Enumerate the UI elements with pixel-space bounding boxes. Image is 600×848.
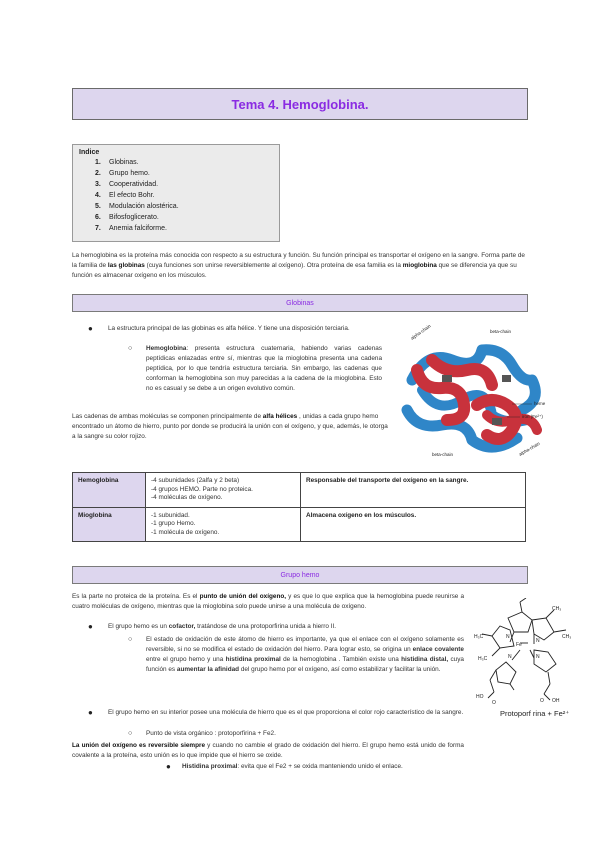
bullet-circle-icon: ○ <box>128 730 133 737</box>
text: : evita que el Fe2 + se oxida manteniendo unido el enlace. <box>237 763 403 770</box>
paragraph-text: y es que lo que explica que la hemoglobina puede reunirse a cuatro moléculas de oxígeno, mientras que la mioglobina solo puede unirse a una molécula de oxígeno. <box>72 593 465 611</box>
index-number: 2. <box>95 170 101 177</box>
detail-line: -1 subunidad. <box>151 511 190 519</box>
paragraph-bold: La unión del oxígeno es reversible siempre <box>72 742 206 749</box>
sub-bullet-body: : presenta estructura cuaternaria, habiendo varias cadenas peptídicas enlazadas entre sí, mientras que la mioglobina presenta una cadena peptídica, por lo que tendría estructura terciaria. Sin embargo, las cadenas que conforman la hemoglobina son muy parecidas a la cadena de la mioglobina. Esto no es casual y se debe a un origen evolutivo común. <box>146 345 382 392</box>
index-label: Anemia falciforme. <box>109 225 167 232</box>
index-number: 1. <box>95 159 101 166</box>
sub-bullet-text <box>146 344 382 394</box>
table-cell-name: Mioglobina <box>73 507 146 542</box>
bold-histidina-distal: histidina distal, <box>401 656 449 663</box>
helix-ribbons <box>407 350 537 447</box>
table-cell-details <box>146 507 301 542</box>
table-row <box>73 473 526 508</box>
intro-text: (cuya funciones son unirse reversiblemente al oxígeno). Otra proteína de esa familia es la <box>144 262 403 270</box>
index-label: Modulación alostérica. <box>109 203 179 210</box>
bold-cofactor: cofactor, <box>168 623 196 630</box>
bold-enlace: enlace covalente <box>412 646 464 653</box>
intro-bold-globinas: las globinas <box>107 262 145 270</box>
section-title: Globinas <box>286 299 314 307</box>
paragraph-bold: punto de unión del oxígeno, <box>199 593 287 600</box>
bold-histidina: Histidina proximal <box>182 763 238 770</box>
hemo-sub-bullet <box>128 635 464 675</box>
text: del grupo hemo por el oxígeno, así como estabilizar y facilitar la unión. <box>239 666 441 673</box>
paragraph-text: Es la parte no proteica de la proteína. Es el <box>72 593 200 600</box>
label-beta-bottom: beta-chain <box>432 452 454 457</box>
index-number: 3. <box>95 181 101 188</box>
label-n: N <box>508 654 512 660</box>
table-cell-function: Almacena oxígeno en los músculos. <box>301 507 526 542</box>
paragraph-text: y cuando no cambie el grado de oxidación del hierro. El grupo hemo está unido de forma covalente a la proteína, esto unión es lo que impide que el hierro se oxide. <box>72 742 464 760</box>
label-beta-top: beta-chain <box>490 329 512 334</box>
label-alpha-bottom: alpha-chain <box>518 440 541 457</box>
intro-text: La hemoglobina es la proteína más conocida con respecto a su estructura y función. Su función principal es transportar el oxígeno en la sangre. Forma parte de la familia de <box>72 252 525 270</box>
table-cell-details <box>146 473 301 508</box>
bullet-dot-icon: ● <box>88 324 93 333</box>
label-ch3: CH₃ <box>562 634 572 640</box>
index-number: 6. <box>95 214 101 221</box>
label-oh: OH <box>552 698 560 704</box>
section-header-grupo-hemo <box>72 566 528 584</box>
label-alpha-left: alpha-chain <box>409 323 432 341</box>
text: tratándose de una protoporfirina unida a hierro II. <box>195 623 337 630</box>
sub-bullet-bold: Hemoglobina <box>146 345 187 352</box>
bullet-dot-icon: ● <box>88 622 93 631</box>
hemo-sub-bullet-2 <box>128 729 464 739</box>
intro-bold-mioglobina: mioglobina <box>402 262 437 270</box>
sub-bullet-text: Punto de vista orgánico : protoporfirina + Fe2. <box>146 730 276 737</box>
intro-text: que se diferencia ya que su función es almacenar oxígeno en los músculos. <box>72 262 517 280</box>
page-title: Tema 4. Hemoglobina. <box>231 96 369 112</box>
label-n: N <box>506 634 510 640</box>
detail-line: -4 moléculas de oxígeno. <box>151 494 223 501</box>
index-number: 4. <box>95 192 101 199</box>
index-item[interactable] <box>95 179 273 190</box>
label-o: O <box>492 700 496 706</box>
bullet-circle-icon: ○ <box>128 345 133 352</box>
bullet-dot-icon: ● <box>166 762 171 771</box>
text: entre el grupo hemo y una <box>146 656 226 663</box>
label-n: N <box>536 654 540 660</box>
bullet-text: La estructura principal de las globinas es alfa hélice. Y tiene una disposición terciaria. <box>108 325 350 332</box>
molecule-skeleton <box>482 598 566 700</box>
bullet-circle-icon: ○ <box>128 636 133 643</box>
label-fe: Fe <box>516 642 522 648</box>
globinas-sub-bullet <box>128 344 382 394</box>
label-o: O <box>540 698 544 704</box>
index-item[interactable] <box>95 223 273 234</box>
hemo-paragraph-1 <box>72 592 464 612</box>
page-title-box <box>72 88 528 120</box>
table-row <box>73 507 526 542</box>
globinas-bullet-1 <box>88 324 380 334</box>
index-heading: Indice <box>79 149 100 156</box>
figure-caption: Protoporf rina + Fe²⁺ <box>500 709 570 718</box>
text: cuya función es <box>146 656 464 673</box>
label-h3c: H₃C <box>478 656 488 662</box>
index-box <box>72 144 280 242</box>
section-title: Grupo hemo <box>280 571 320 579</box>
index-item[interactable] <box>95 212 273 223</box>
label-ch3: CH₃ <box>552 606 562 612</box>
table-cell-function: Responsable del transporte del oxígeno en la sangre. <box>301 473 526 508</box>
index-number: 7. <box>95 225 101 232</box>
label-iron: iron (Fe²⁺) <box>522 414 543 419</box>
paragraph-text: Las cadenas de ambas moléculas se componen principalmente de <box>72 413 263 420</box>
protoporphyrin-figure <box>470 598 580 720</box>
index-item[interactable] <box>95 201 273 212</box>
hemo-bullet-3 <box>166 762 466 772</box>
molecule-labels <box>474 606 571 706</box>
hemo-bullet-1 <box>88 622 464 632</box>
hemoglobin-structure-figure <box>392 320 552 462</box>
index-item[interactable] <box>95 168 273 179</box>
index-item[interactable] <box>95 157 273 168</box>
index-label: Globinas. <box>109 159 139 166</box>
bullet-text: El grupo hemo en su interior posee una molécula de hierro que es el que proporciona el color rojo característico de la sangre. <box>108 709 464 716</box>
index-label: El efecto Bohr. <box>109 192 155 199</box>
index-list <box>79 157 273 234</box>
index-item[interactable] <box>95 190 273 201</box>
index-label: Bifosfoglicerato. <box>109 214 159 221</box>
label-h3c: H₃C <box>474 634 484 640</box>
detail-line: -1 grupo Hemo. <box>151 520 196 527</box>
table-cell-name: Hemoglobina <box>73 473 146 508</box>
label-heme: heme <box>534 401 546 406</box>
paragraph-text: , unidas a cada grupo hemo encontrado un átomo de hierro, punto por donde se producirá la unión con el oxígeno, y que, además, le otorga a la sangre su color rojizo. <box>72 413 388 441</box>
bullet-dot-icon: ● <box>88 708 93 717</box>
bullet-text <box>108 622 464 632</box>
intro-paragraph <box>72 251 528 282</box>
paragraph-bold: alfa hélices <box>262 413 298 420</box>
text: de la hemoglobina . También existe una <box>280 656 402 663</box>
globinas-paragraph <box>72 412 390 443</box>
detail-line: -1 molécula de oxígeno. <box>151 528 220 536</box>
comparison-table <box>72 472 526 542</box>
hemo-bullet-2 <box>88 708 464 718</box>
bullet-text <box>182 762 466 772</box>
index-number: 5. <box>95 203 101 210</box>
text: El estado de oxidación de este átomo de hierro es importante, ya que el enlace con el oxígeno solamente es reversible, si no se modifica el estado de oxidación del hierro. Para lograr esto, se origina un <box>146 636 464 653</box>
section-header-globinas <box>72 294 528 312</box>
detail-line: -4 subunidades (2alfa y 2 beta) <box>151 477 240 484</box>
bold-histidina-proximal: histidina proximal <box>225 656 281 663</box>
detail-line: -4 grupos HEMO. Parte no proteica. <box>151 485 253 493</box>
hemo-paragraph-2 <box>72 741 464 761</box>
label-ho: HO <box>476 694 484 700</box>
index-label: Grupo hemo. <box>109 170 150 177</box>
index-label: Cooperatividad. <box>109 181 159 188</box>
bold-afinidad: aumentar la afinidad <box>176 666 240 673</box>
text: El grupo hemo es un <box>108 623 169 630</box>
label-n: N <box>536 638 540 644</box>
sub-bullet-text <box>146 635 464 675</box>
